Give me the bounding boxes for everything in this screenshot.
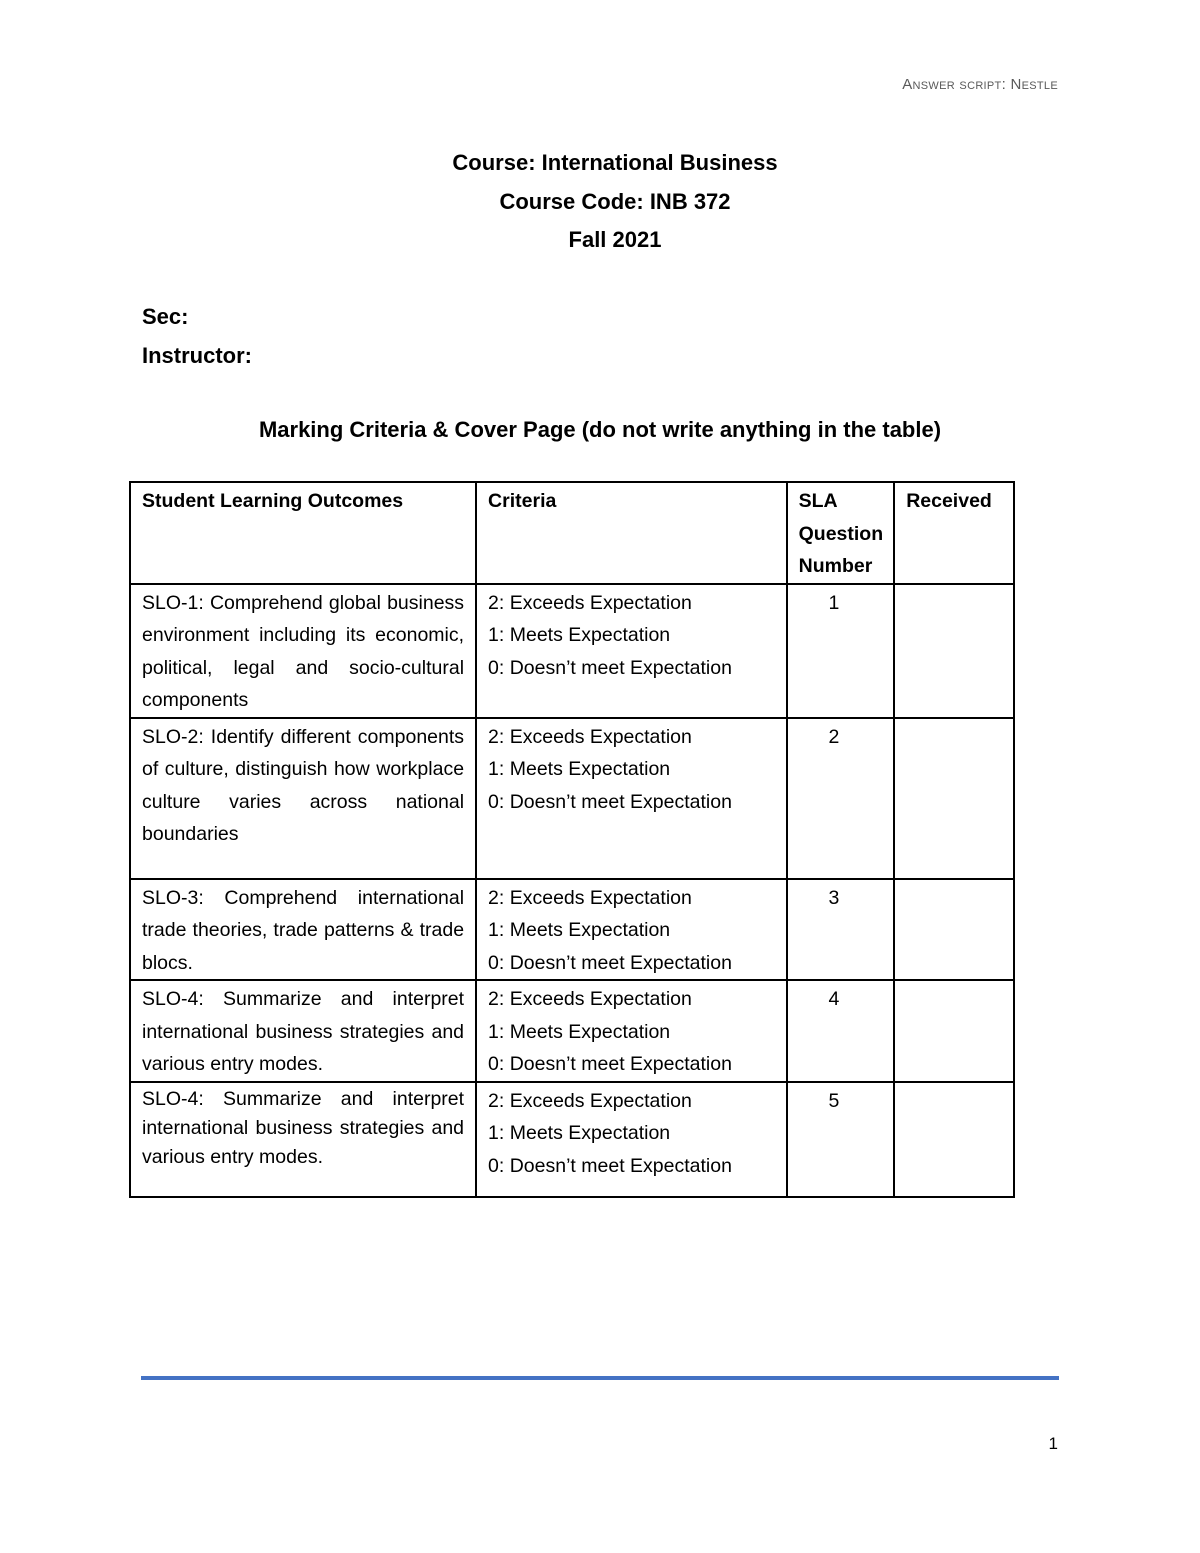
slo-cell: SLO-4: Summarize and interpret international business strategies and various entry modes. (130, 1082, 476, 1197)
table-heading: Marking Criteria & Cover Page (do not write anything in the table) (258, 417, 942, 442)
criteria-line: 0: Doesn’t meet Expectation (488, 1154, 732, 1177)
criteria-line: 1: Meets Expectation (488, 1020, 671, 1043)
section-label: Sec: (142, 304, 189, 329)
criteria-cell (476, 980, 787, 1082)
course-title: Course: International Business (452, 150, 778, 175)
criteria-line: 2: Exceeds Expectation (488, 591, 692, 614)
received-cell (894, 980, 1014, 1082)
page-number: 1 (1048, 1434, 1058, 1453)
footer-rule (141, 1376, 1059, 1380)
criteria-line: 0: Doesn’t meet Expectation (488, 790, 732, 813)
table-header-row (130, 482, 1014, 584)
criteria-cell (476, 1082, 787, 1197)
slo-cell: SLO-4: Summarize and interpret international business strategies and various entry modes. (130, 980, 476, 1082)
criteria-cell (476, 879, 787, 981)
criteria-line: 1: Meets Expectation (488, 1122, 671, 1144)
question-number-cell: 5 (787, 1082, 895, 1197)
slo-cell: SLO-2: Identify different components of culture, distinguish how workplace culture varies across national boundaries (130, 718, 476, 879)
criteria-line: 0: Doesn’t meet Expectation (488, 951, 732, 974)
criteria-line: 2: Exceeds Expectation (488, 988, 692, 1010)
criteria-cell (476, 718, 787, 879)
header-criteria: Criteria (476, 482, 787, 584)
question-number-cell: 2 (787, 718, 895, 879)
header-question-number: SLA Question Number (787, 482, 895, 584)
slo-cell: SLO-1: Comprehend global business environment including its economic, political, legal and socio-cultural components (130, 584, 476, 718)
question-number-cell: 1 (787, 584, 895, 718)
table-row (130, 879, 1014, 981)
table-row (130, 980, 1014, 1082)
header-slo: Student Learning Outcomes (130, 482, 476, 584)
field-block (142, 298, 252, 375)
table-row (130, 718, 1014, 879)
instructor-label: Instructor: (142, 342, 252, 368)
marking-criteria-table (129, 481, 1015, 1198)
criteria-line: 2: Exceeds Expectation (488, 1089, 692, 1112)
criteria-line: 0: Doesn’t meet Expectation (488, 1053, 732, 1075)
running-header: Answer script: Nestle (902, 76, 1058, 93)
criteria-line: 0: Doesn’t meet Expectation (488, 656, 732, 679)
received-cell (894, 1082, 1014, 1197)
criteria-cell (476, 584, 787, 718)
received-cell (894, 879, 1014, 981)
header-received: Received (894, 482, 1014, 584)
question-number-cell: 4 (787, 980, 895, 1082)
course-term: Fall 2021 (568, 227, 662, 252)
table-row (130, 1082, 1014, 1197)
slo-cell: SLO-3: Comprehend international trade theories, trade patterns & trade blocs. (130, 879, 476, 981)
title-block (0, 144, 1200, 260)
criteria-line: 1: Meets Expectation (488, 919, 671, 941)
criteria-line: 2: Exceeds Expectation (488, 725, 692, 748)
received-cell (894, 718, 1014, 879)
received-cell (894, 584, 1014, 718)
course-code: Course Code: INB 372 (499, 188, 731, 214)
table-row (130, 584, 1014, 718)
criteria-line: 2: Exceeds Expectation (488, 886, 692, 909)
criteria-line: 1: Meets Expectation (488, 758, 671, 780)
criteria-line: 1: Meets Expectation (488, 624, 671, 646)
question-number-cell: 3 (787, 879, 895, 981)
